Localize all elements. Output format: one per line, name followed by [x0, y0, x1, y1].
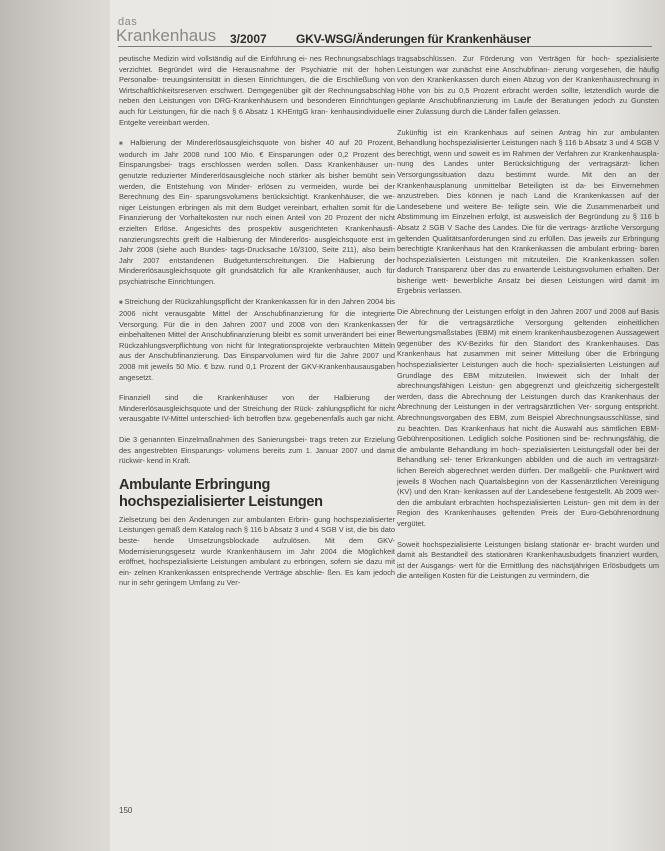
journal-logo: Krankenhaus	[116, 26, 217, 45]
issue-number: 3/2007	[230, 32, 267, 46]
header-title: GKV-WSG/Änderungen für Krankenhäuser	[296, 32, 531, 46]
page-number: 150	[119, 806, 133, 815]
paragraph: tragsabschlüssen. Zur Förderung von Verträgen für hoch- spezialisierte Leistungen war zunächst eine Anschubfinan- zierung vorgesehen, die häufig von den Krankenkassen durch einen Abzug von der Krankenhausrechnung in Höhe von bis zu 0,5 Prozent erbracht werden sollte, letztendlich wurde die geplante Anschubfinanzierung im Laufe der Beratungen jedoch zu Gunsten einer Zulassung durch die Länder fallen gelassen.	[397, 54, 659, 116]
page-shadow	[0, 0, 110, 851]
header-rule	[118, 46, 652, 47]
bullet-paragraph: ■ Halbierung der Mindererlösausgleichsquote von bisher 40 auf 20 Prozent, wodurch im Jahr 2008 rund 100 Mio. € Einsparungen oder 0,2 Prozent des Einsparungsbei- trags erschlossen werden sollen. Dass Krankenhäuser un- genutzte reduzierter Mindererlösausgleiche noch stärker als bisher bemüht sein werden, die Entstehung von Minder- erlösen zu vermeiden, wurde bei der Berechnung des Ein- sparungsvolumens berücksichtigt. Krankenhäuser, die we- niger Leistungen erbringen als mit dem Budget vereinbart, erhalten somit für die Finanzierung der Vorhaltekosten nur noch einen Anteil von 20 Prozent der nicht erzielten Erlöse. Angesichts des prospektiv ausgerichteten Krankenhausfi- nanzierungsrechts greift die Halbierung der Mindererlös- ausgleichsquote erst im Jahr 2008 (siehe auch Bundes- tags-Drucksache 16/3100, Seite 211), also beim Jahr 2007 entstandenen Budgetunterschreitungen. Die Halbierung der Mindererlösausgleichsquote gilt grundsätzlich für alle Krankenhäuser, auch für psychiatrische Einrichtungen.	[119, 138, 395, 287]
bullet-paragraph: ■ Streichung der Rückzahlungspflicht der Krankenkassen für in den Jahren 2004 bis 2006 nicht verausgabte Mittel der Anschubfinanzierung für die integrierte Versorgung. Für die in den Jahren 2007 und 2008 von den Krankenkassen einbehaltenen Mittel der Anschubfinanzierung bleibt es somit unverändert bei einer Rückzahlungsverpflichtung von nicht für Integrationsprojekte verbrauchten Mitteln aus der Anschubfinanzierung. Das Einsparvolumen wird für die Jahre 2007 und 2008 mit jeweils 50 Mio. € bzw. rund 0,1 Prozent der GKV-Krankenhausausgaben angesetzt.	[119, 297, 395, 383]
paragraph: Finanziell sind die Krankenhäuser von der Halbierung der Mindererlösausgleichsquote und der Streichung der Rück- zahlungspflicht für nicht verausgabte IV-Mittel unterschied- lich betroffen bzw. gegebenenfalls auch gar nicht.	[119, 393, 395, 424]
section-heading: Ambulante Erbringung hochspezialisierter Leistungen	[119, 476, 323, 510]
right-column	[397, 54, 659, 592]
paragraph: peutische Medizin wird vollständig auf die Einführung ei- nes Rechnungsabschlags verzichtet. Begründet wird die Herausnahme der Psychiatrie mit der hohen Personalbe- treuungsintensität in diesen Einrichtungen, die die Erschließung von Wirtschaftlichkeitsreserven erschwert. Demgegenüber gilt der Rechnungsabschlag neben den Leistungen von DRG-Krankenhäusern und besonderen Einrichtungen auch für Leistungen, für die nach § 6 Absatz 1 KHEntgG kran- kenhausindividuelle Entgelte vereinbart werden.	[119, 54, 395, 127]
paragraph: Die 3 genannten Einzelmaßnahmen des Sanierungsbei- trags treten zur Erzielung des angestrebten Einsparungs- volumens bereits zum 1. Januar 2007 und damit rückwir- kend in Kraft.	[119, 435, 395, 466]
paragraph: Zukünftig ist ein Krankenhaus auf seinen Antrag hin zur ambulanten Behandlung hochspezialisierter Leistungen nach § 116 b Absatz 3 und 4 SGB V berechtigt, wenn und soweit es im Rahmen der Verfahren zur Krankenhauspla- nung des Landes unter Berücksichtigung der vertragsärzt- lichen Versorgungssituation dazu bestimmt wurde. Mit den an der Krankenhausplanung unmittelbar Beteiligten ist da- bei Einvernehmen anzustreben. Dies können je nach Land die Krankenkassen auf der Landesebene und weitere Be- teiligte sein. Wie die Zusammenarbeit und Abstimmung im Einzelnen erfolgt, ist ausweislich der Begründung zu § 116 b Absatz 2 SGB V Sache des Landes. Die für die vertrags- ärztliche Versorgung geltenden Qualitätsanforderungen sind zu erfüllen. Das jeweils zur Erbringung berechtigte Krankenhaus hat den Krankenkassen die ambulant erbring- baren hochspezialisierten Leistungen mit mitzuteilen. Die Krankenkassen sollen dadurch Transparenz über das zu erwartende Leistungsvolumen erhalten. Der bisherige wett- bewerbliche Ansatz bei diesen Leistungen wird damit im Ergebnis verlassen.	[397, 127, 659, 296]
paragraph: Die Abrechnung der Leistungen erfolgt in den Jahren 2007 und 2008 auf Basis der für die vertragsärztliche Versorgung geltenden einheitlichen Bewertungsmaßstabes (EBM) mit einem krankenhausbezogenen Aussagewert gegenüber des KV-Bezirks für den Standort des Krankenhauses. Das Krankenhaus hat zusammen mit seiner Mitteilung über die Erbringung hochspezialisierter Leistungen auch die hoch- spezialisierten Leistungen auf Grundlage des EBM mitzuteilen. Inwieweit sich der Inhalt der abrechnungsfähigen Leistun- gen abgegrenzt und gleichzeitig sichergestellt werden, dass die Abrechnung der Leistungen durch das Krankenhaus der Abrechnung der Leistungen in der vertragsärztlichen Ver- sorgung entspricht. Abrechnungsvorgaben des EBM, zum Beispiel Abrechnungsausschlüsse, sind zu beachten. Das Krankenhaus hat nicht die Auswahl aus sämtlichen EBM- Gebührenpositionen. Lediglich solche Positionen sind be- rechnungsfähig, die die ambulante Behandlung im hoch- spezialisierten Leistungsfall oder bei der Behandlung sel- tener Erkrankungen abbilden und die auch im vertragsärzt- lichen Bereich abgerechnet werden dürfen. Der maßgebli- che Punktwert wird jeweils 8 Wochen nach Quartalsbeginn von der Kassenärztlichen Vereinigung (KV) und den Kran- kenkassen auf der Landesebene festgestellt. Ab 2009 wer- den die ambulant erbrachten hochspezialisierten Leistun- gen mit dem in der Region des Krankenhauses geltenden Preis der Euro-Gebührenordnung vergütet.	[397, 307, 659, 528]
paragraph: Soweit hochspezialisierte Leistungen bislang stationär er- bracht wurden und damit als Bestandteil des stationären Krankenhausbudgets finanziert wurden, ist der Ausgangs- wert für die Ermittlung des nächstjährigen Erlösbudgets um die anteiligen Kosten für die Leistungen zu vermindern, die	[397, 539, 659, 581]
paragraph: Zielsetzung bei den Änderungen zur ambulanten Erbrin- gung hochspezialisierter Leistungen gemäß dem Katalog nach § 116 b Absatz 3 und 4 SGB V ist, die bis dato beste- hende Umsetzungsblockade aufzulösen. Mit dem GKV-Modernisierungsgesetz wurde Krankenhäusern im Jahr 2004 die Möglichkeit eröffnet, hochspezialisierte Leistungen ambulant zu erbringen, sofern sie dazu mit ein- zelnen Krankenkassen entsprechende Verträge abschlie- ßen. Es kam jedoch nur in sehr geringem Umfang zu Ver-	[119, 514, 395, 588]
left-column	[119, 54, 395, 599]
logo-small-text: das	[118, 16, 138, 28]
